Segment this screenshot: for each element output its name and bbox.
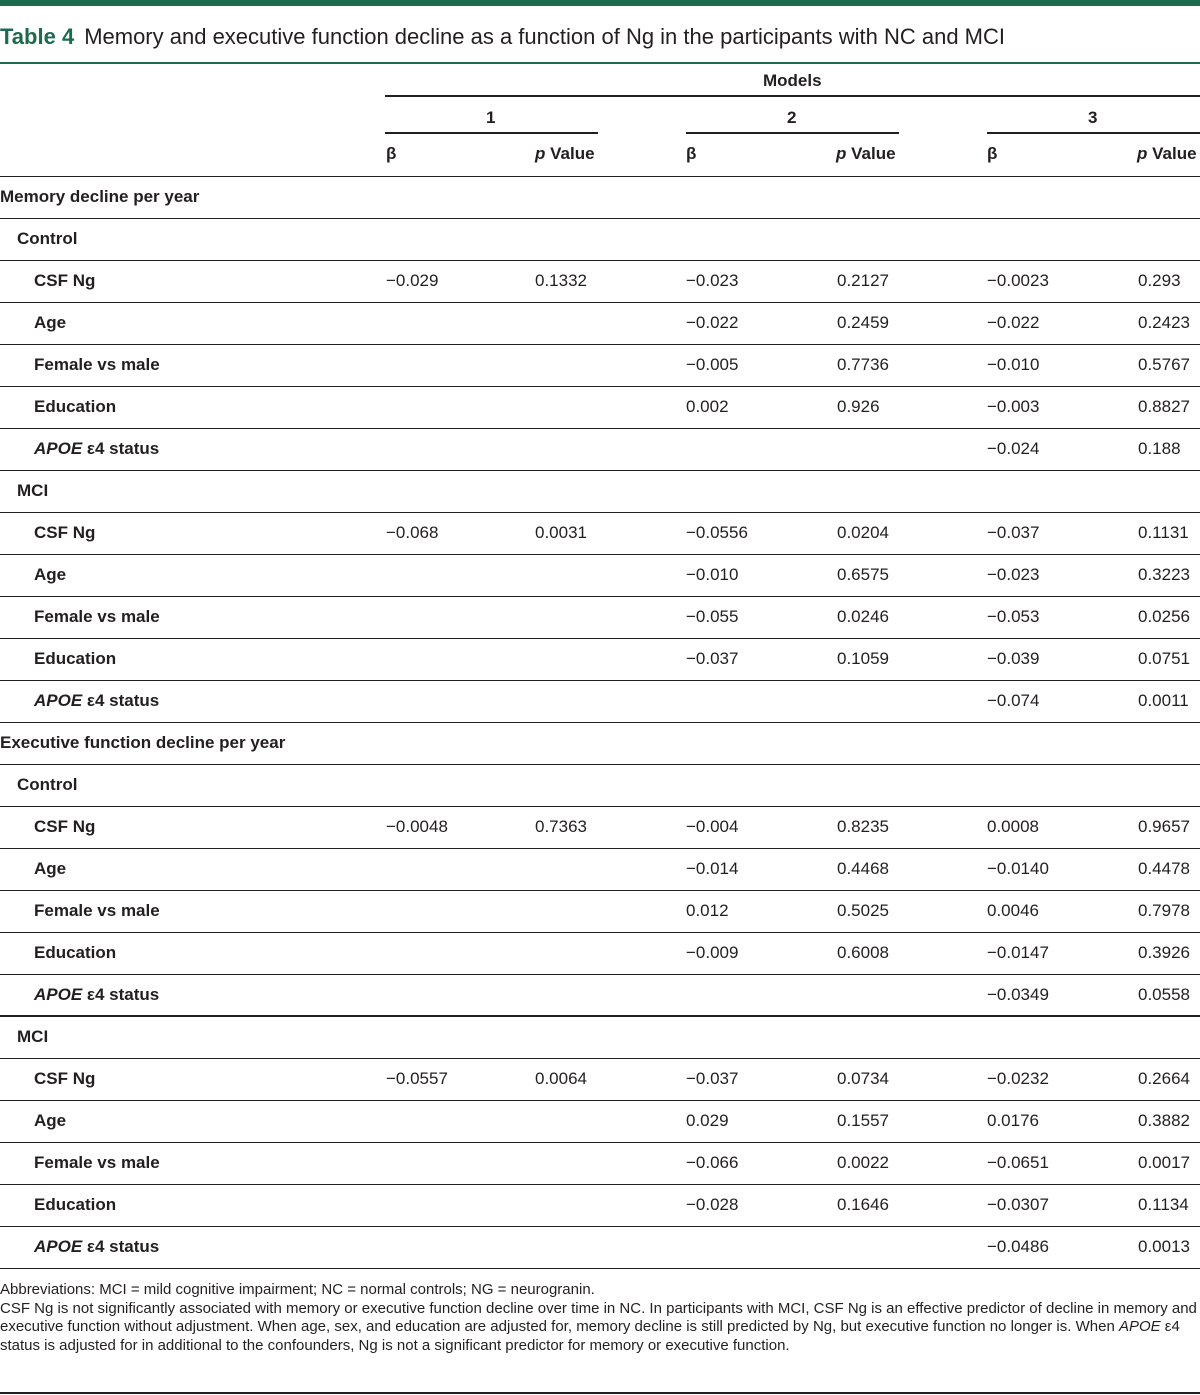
row-label: Education	[34, 943, 117, 962]
table-row	[0, 429, 1200, 471]
beta-cell-model-3: −0.053	[987, 607, 1040, 626]
p-value-cell-model-3: 0.3223	[1138, 565, 1190, 584]
p-value-cell-model-2: 0.0246	[837, 607, 889, 626]
row-label: APOE ε4 status	[34, 1237, 160, 1256]
beta-cell-model-3: −0.0651	[987, 1153, 1049, 1172]
table-row	[0, 807, 1200, 849]
p-value-cell-model-3: 0.9657	[1138, 817, 1190, 836]
beta-cell-model-2: 0.012	[686, 901, 729, 920]
beta-cell-model-3: −0.0140	[987, 859, 1049, 878]
beta-cell-model-1: −0.068	[386, 523, 439, 542]
p-value-cell-model-3: 0.0558	[1138, 985, 1190, 1004]
beta-cell-model-3: 0.0008	[987, 817, 1039, 836]
table-row	[0, 975, 1200, 1017]
table-label: Table 4	[0, 24, 75, 49]
p-value-cell-model-3: 0.4478	[1138, 859, 1190, 878]
beta-header-1: β	[386, 144, 397, 163]
p-value-cell-model-3: 0.8827	[1138, 397, 1190, 416]
beta-cell-model-2: −0.055	[686, 607, 739, 626]
p-value-cell-model-3: 0.1131	[1138, 523, 1189, 542]
p-value-cell-model-2: 0.7736	[837, 355, 889, 374]
beta-cell-model-3: −0.023	[987, 565, 1040, 584]
beta-cell-model-3: −0.037	[987, 523, 1040, 542]
row-label: APOE ε4 status	[34, 985, 160, 1004]
beta-cell-model-3: 0.0176	[987, 1111, 1039, 1130]
beta-cell-model-2: −0.022	[686, 313, 739, 332]
row-label: Age	[34, 859, 67, 878]
p-value-cell-model-2: 0.6575	[837, 565, 889, 584]
table-row	[0, 345, 1200, 387]
table-row	[0, 597, 1200, 639]
table-row	[0, 1143, 1200, 1185]
p-value-cell-model-2: 0.4468	[837, 859, 889, 878]
p-value-cell-model-2: 0.6008	[837, 943, 889, 962]
model-2-header: 2	[787, 108, 797, 127]
row-label: Female vs male	[34, 607, 160, 626]
table-row	[0, 177, 1200, 219]
table-row	[0, 219, 1200, 261]
p-value-cell-model-1: 0.7363	[535, 817, 587, 836]
group-label: Control	[17, 775, 78, 794]
beta-cell-model-2: 0.029	[686, 1111, 729, 1130]
p-value-cell-model-3: 0.0013	[1138, 1237, 1190, 1256]
p-value-cell-model-2: 0.2127	[837, 271, 889, 290]
group-label: MCI	[17, 481, 49, 500]
beta-cell-model-3: −0.0307	[987, 1195, 1049, 1214]
beta-cell-model-2: −0.014	[686, 859, 739, 878]
table-caption: Memory and executive function decline as a function of Ng in the participants with NC and MCI	[84, 24, 1005, 49]
row-label: CSF Ng	[34, 1069, 96, 1088]
beta-cell-model-3: −0.022	[987, 313, 1040, 332]
p-value-cell-model-2: 0.1059	[837, 649, 889, 668]
beta-cell-model-3: −0.0349	[987, 985, 1049, 1004]
p-value-cell-model-2: 0.1557	[837, 1111, 889, 1130]
table-row	[0, 1059, 1200, 1101]
beta-cell-model-3: −0.024	[987, 439, 1040, 458]
beta-cell-model-1: −0.0048	[386, 817, 448, 836]
beta-header-2: β	[686, 144, 697, 163]
table-row	[0, 1101, 1200, 1143]
beta-cell-model-2: −0.037	[686, 1069, 739, 1088]
beta-cell-model-2: −0.004	[686, 817, 739, 836]
table-row	[0, 723, 1200, 765]
beta-cell-model-2: −0.010	[686, 565, 739, 584]
group-label: Control	[17, 229, 78, 248]
p-value-cell-model-3: 0.293	[1138, 271, 1181, 290]
p-value-cell-model-3: 0.0256	[1138, 607, 1190, 626]
p-value-cell-model-3: 0.3882	[1138, 1111, 1190, 1130]
row-label: CSF Ng	[34, 523, 96, 542]
table-row	[0, 387, 1200, 429]
model-3-rule	[987, 132, 1200, 134]
p-value-cell-model-1: 0.0064	[535, 1069, 587, 1088]
table-body	[0, 176, 1200, 1269]
beta-cell-model-2: 0.002	[686, 397, 729, 416]
group-label: MCI	[17, 1027, 49, 1046]
p-value-cell-model-3: 0.3926	[1138, 943, 1190, 962]
beta-cell-model-2: −0.023	[686, 271, 739, 290]
beta-cell-model-3: 0.0046	[987, 901, 1039, 920]
p-value-cell-model-2: 0.0734	[837, 1069, 889, 1088]
section-label: Memory decline per year	[0, 187, 200, 206]
row-label: Education	[34, 649, 117, 668]
beta-header-3: β	[987, 144, 998, 163]
table-row	[0, 765, 1200, 807]
beta-cell-model-2: −0.009	[686, 943, 739, 962]
table-row	[0, 261, 1200, 303]
explanatory-note: CSF Ng is not significantly associated with memory or executive function decline over time in NC. In participants with MCI, CSF Ng is an effective predictor of decline in memory and executive function without adjustment. When age, sex, and education are adjusted for, memory decline is still predicted by Ng, but executive function no longer is. When APOE ε4 status is adjusted for in additional to the confounders, Ng is not a significant predictor for memory or executive function.	[0, 1299, 1197, 1354]
row-label: CSF Ng	[34, 817, 96, 836]
row-label: Female vs male	[34, 901, 160, 920]
beta-cell-model-2: −0.066	[686, 1153, 739, 1172]
p-value-cell-model-3: 0.2423	[1138, 313, 1190, 332]
beta-cell-model-1: −0.0557	[386, 1069, 448, 1088]
p-value-cell-model-2: 0.8235	[837, 817, 889, 836]
beta-cell-model-3: −0.074	[987, 691, 1040, 710]
table-row	[0, 555, 1200, 597]
p-value-cell-model-2: 0.0204	[837, 523, 889, 542]
top-accent-bar	[0, 0, 1200, 6]
beta-cell-model-3: −0.039	[987, 649, 1040, 668]
row-label: APOE ε4 status	[34, 691, 160, 710]
beta-cell-model-1: −0.029	[386, 271, 439, 290]
p-value-cell-model-2: 0.1646	[837, 1195, 889, 1214]
beta-cell-model-3: −0.003	[987, 397, 1040, 416]
table-row	[0, 681, 1200, 723]
table-row	[0, 303, 1200, 345]
p-value-cell-model-3: 0.0751	[1138, 649, 1190, 668]
row-label: Education	[34, 397, 117, 416]
beta-cell-model-3: −0.0486	[987, 1237, 1049, 1256]
p-value-cell-model-1: 0.1332	[535, 271, 587, 290]
beta-cell-model-3: −0.010	[987, 355, 1040, 374]
beta-cell-model-2: −0.028	[686, 1195, 739, 1214]
table-row	[0, 471, 1200, 513]
p-value-cell-model-3: 0.188	[1138, 439, 1181, 458]
p-value-cell-model-3: 0.0017	[1138, 1153, 1190, 1172]
row-label: Age	[34, 313, 67, 332]
table-row	[0, 891, 1200, 933]
row-label: Female vs male	[34, 1153, 160, 1172]
p-value-header-2: p Value	[836, 144, 896, 163]
p-value-cell-model-1: 0.0031	[535, 523, 587, 542]
models-header: Models	[763, 71, 822, 90]
table-row	[0, 513, 1200, 555]
table-footnotes	[0, 1281, 1200, 1355]
bottom-rule	[0, 1392, 1200, 1394]
p-value-cell-model-2: 0.926	[837, 397, 880, 416]
beta-cell-model-2: −0.0556	[686, 523, 748, 542]
models-rule	[385, 95, 1200, 97]
table-row	[0, 1185, 1200, 1227]
model-2-rule	[686, 132, 899, 134]
p-value-cell-model-2: 0.0022	[837, 1153, 889, 1172]
abbreviations-note: Abbreviations: MCI = mild cognitive impairment; NC = normal controls; NG = neurogranin.	[0, 1281, 595, 1298]
p-value-cell-model-3: 0.2664	[1138, 1069, 1190, 1088]
title-rule	[0, 62, 1200, 64]
table-title	[0, 22, 1200, 52]
row-label: Education	[34, 1195, 117, 1214]
row-label: Female vs male	[34, 355, 160, 374]
p-value-cell-model-3: 0.1134	[1138, 1195, 1189, 1214]
row-label: APOE ε4 status	[34, 439, 160, 458]
p-value-cell-model-3: 0.7978	[1138, 901, 1190, 920]
p-value-cell-model-2: 0.2459	[837, 313, 889, 332]
row-label: Age	[34, 1111, 67, 1130]
beta-cell-model-3: −0.0232	[987, 1069, 1049, 1088]
beta-cell-model-2: −0.037	[686, 649, 739, 668]
row-label: CSF Ng	[34, 271, 96, 290]
p-value-cell-model-2: 0.5025	[837, 901, 889, 920]
table-row	[0, 1227, 1200, 1269]
table-row	[0, 1017, 1200, 1059]
p-value-cell-model-3: 0.0011	[1138, 691, 1189, 710]
model-3-header: 3	[1088, 108, 1098, 127]
row-label: Age	[34, 565, 67, 584]
table-row	[0, 849, 1200, 891]
table-row	[0, 639, 1200, 681]
p-value-header-3: p Value	[1137, 144, 1197, 163]
model-1-header: 1	[486, 108, 496, 127]
beta-cell-model-3: −0.0023	[987, 271, 1049, 290]
model-1-rule	[385, 132, 598, 134]
p-value-header-1: p Value	[535, 144, 595, 163]
p-value-cell-model-3: 0.5767	[1138, 355, 1190, 374]
table-row	[0, 933, 1200, 975]
beta-cell-model-2: −0.005	[686, 355, 739, 374]
section-label: Executive function decline per year	[0, 733, 286, 752]
beta-cell-model-3: −0.0147	[987, 943, 1049, 962]
